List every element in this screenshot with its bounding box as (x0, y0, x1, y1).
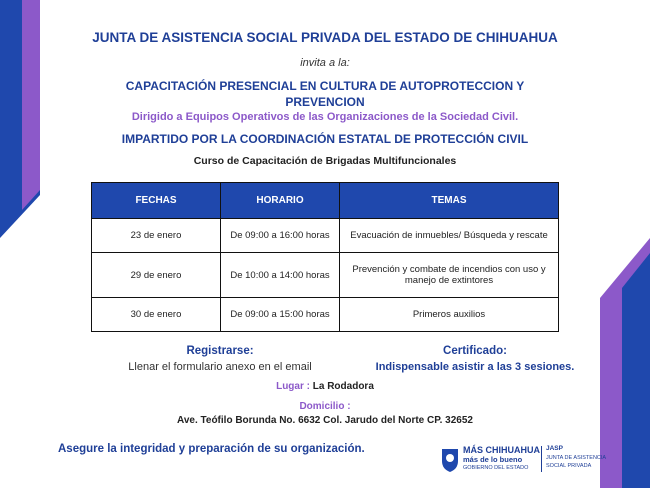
imparted-by: IMPARTIDO POR LA COORDINACIÓN ESTATAL DE PROTECCIÓN CIVIL (121, 132, 529, 146)
state-shield-icon (440, 447, 460, 473)
place-value: La Rodadora (312, 381, 374, 392)
schedule-table (91, 182, 559, 332)
cell-horario: De 09:00 a 15:00 horas (221, 298, 340, 332)
cell-fecha: 29 de enero (92, 253, 221, 298)
jasp-logo (546, 445, 606, 475)
invite-text: invita a la: (300, 57, 350, 69)
right-corner-decoration (600, 238, 650, 488)
cell-tema (340, 253, 559, 298)
table-row (92, 298, 559, 332)
logo1-line1: MÁS CHIHUAHUA (463, 445, 540, 455)
place-line (0, 381, 650, 392)
column-header-horario: HORARIO (221, 183, 340, 219)
registration-label: Registrarse: (186, 345, 254, 357)
cell-tema-line1: Prevención y combate de incendios con uso y (352, 264, 546, 275)
address-value: Ave. Teófilo Borunda No. 6632 Col. Jarudo del Norte CP. 32652 (176, 415, 473, 426)
column-header-temas: TEMAS (340, 183, 559, 219)
certificate-label: Certificado: (443, 345, 507, 357)
cell-tema: Evacuación de inmuebles/ Búsqueda y rescate (340, 219, 559, 253)
certificate-text: Indispensable asistir a las 3 sesiones. (375, 361, 575, 373)
cell-horario: De 10:00 a 14:00 horas (221, 253, 340, 298)
course-title: Curso de Capacitación de Brigadas Multifuncionales (193, 155, 457, 167)
logo1-line3: GOBIERNO DEL ESTADO (463, 465, 529, 471)
table-row (92, 253, 559, 298)
registration-text: Llenar el formulario anexo en el email (128, 361, 312, 373)
cell-tema: Primeros auxilios (340, 298, 559, 332)
org-title: JUNTA DE ASISTENCIA SOCIAL PRIVADA DEL ESTADO DE CHIHUAHUA (92, 30, 558, 45)
cell-fecha: 23 de enero (92, 219, 221, 253)
event-title-line1: CAPACITACIÓN PRESENCIAL EN CULTURA DE AUTOPROTECCION Y (125, 79, 525, 93)
table-row (92, 219, 559, 253)
logo1-line2: más de lo bueno (463, 455, 523, 464)
audience-text: Dirigido a Equipos Operativos de las Organizaciones de la Sociedad Civil. (131, 111, 519, 123)
table-header-row (92, 183, 559, 219)
logo2-line1: JUNTA DE ASISTENCIA (546, 455, 607, 461)
address-label: Domicilio : (299, 401, 351, 412)
footer-slogan: Asegure la integridad y preparación de su organización. (58, 443, 365, 455)
logo-divider (541, 446, 542, 472)
place-label: Lugar : (276, 381, 310, 392)
mas-chihuahua-logo (440, 444, 538, 476)
cell-fecha: 30 de enero (92, 298, 221, 332)
logo2-line2: SOCIAL PRIVADA (546, 463, 592, 469)
logo2-acronym: JASP (546, 445, 563, 452)
cell-tema-line2: manejo de extintores (404, 275, 494, 286)
event-title-line2: PREVENCION (285, 95, 365, 109)
cell-horario: De 09:00 a 16:00 horas (221, 219, 340, 253)
column-header-fechas: FECHAS (92, 183, 221, 219)
